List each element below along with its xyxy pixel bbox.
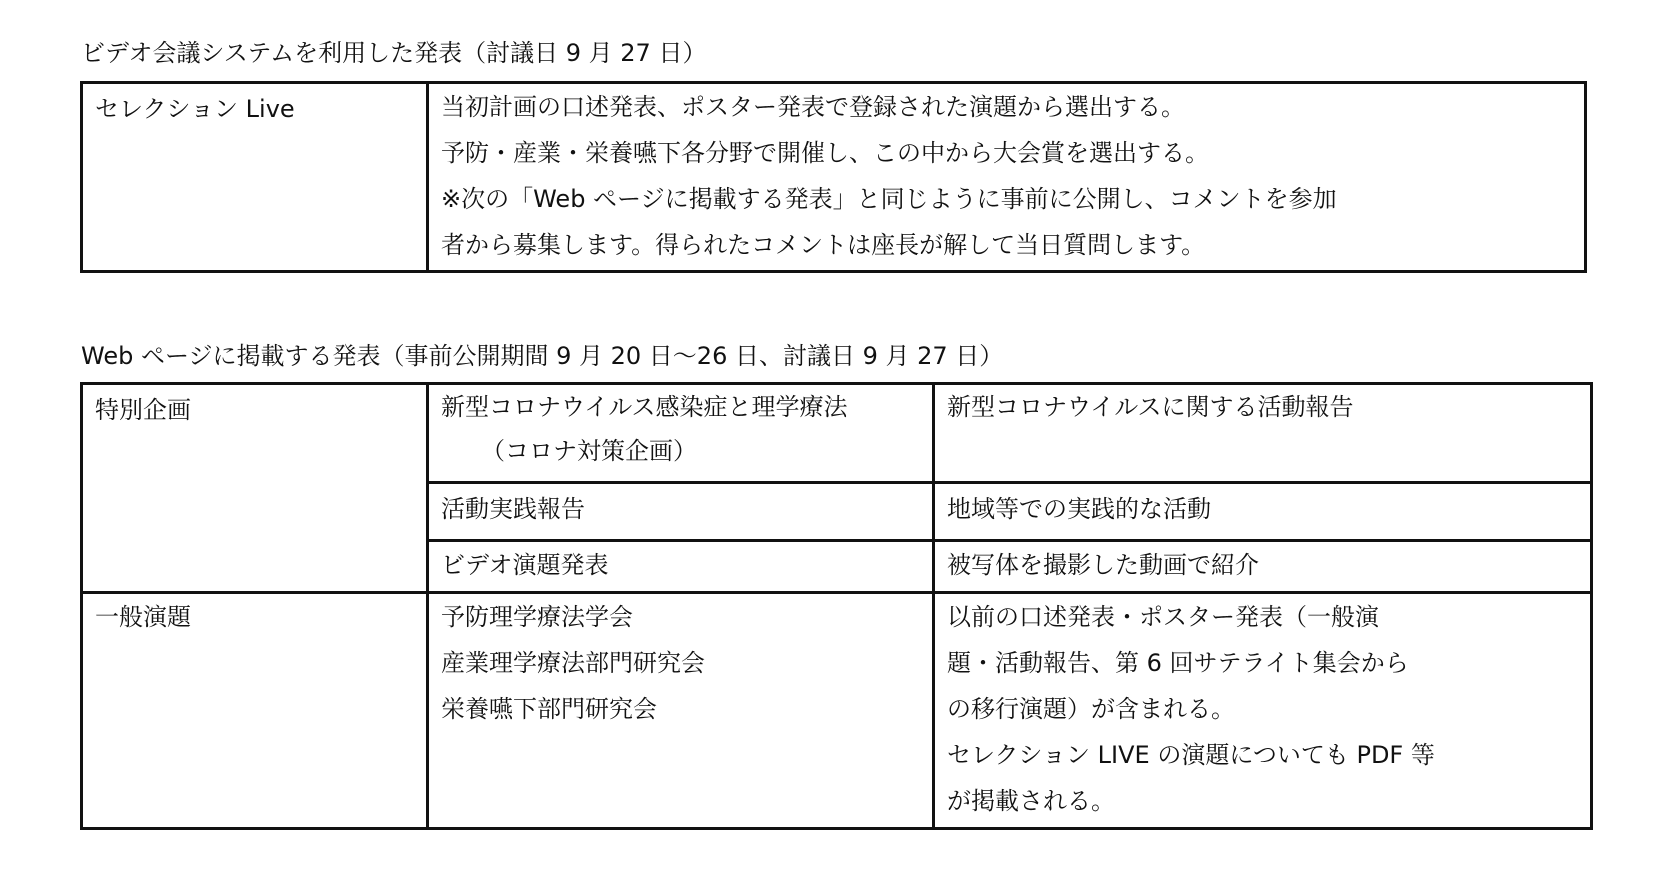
item-name-cell [428, 541, 934, 593]
item-desc-line: 地域等での実践的な活動 [947, 495, 1211, 523]
item-desc-line: 題・活動報告、第 6 回サテライト集会から [947, 649, 1409, 677]
item-desc-line: 以前の口述発表・ポスター発表（一般演 [947, 603, 1379, 631]
item-desc-cell [934, 593, 1592, 829]
section1-heading: ビデオ会議システムを利用した発表（討議日 9 月 27 日） [81, 39, 707, 67]
selection-live-label: セレクション Live [95, 95, 295, 123]
section2-heading: Web ページに掲載する発表（事前公開期間 9 月 20 日〜26 日、討議日 9 月 27 日） [81, 342, 1004, 370]
item-desc-line: の移行演題）が含まれる。 [947, 695, 1235, 723]
table-row [82, 384, 1592, 483]
web-publication-table [80, 382, 1593, 830]
table-row [82, 83, 1586, 272]
description-line: 予防・産業・栄養嚥下各分野で開催し、この中から大会賞を選出する。 [441, 139, 1209, 167]
item-desc-line: 新型コロナウイルスに関する活動報告 [947, 393, 1354, 421]
item-desc-cell [934, 483, 1592, 541]
item-name-line: 栄養嚥下部門研究会 [441, 695, 657, 723]
row-description-cell [428, 83, 1586, 272]
description-line: ※次の「Web ページに掲載する発表」と同じように事前に公開し、コメントを参加 [441, 185, 1337, 213]
item-name-line: （コロナ対策企画） [481, 437, 697, 465]
group-label-general: 一般演題 [95, 603, 191, 631]
row-label-cell [82, 83, 428, 272]
item-desc-cell [934, 384, 1592, 483]
item-name-line: 活動実践報告 [441, 495, 585, 523]
item-name-cell [428, 593, 934, 829]
item-desc-line: セレクション LIVE の演題についても PDF 等 [947, 741, 1435, 769]
selection-live-table [80, 81, 1587, 273]
item-desc-line: 被写体を撮影した動画で紹介 [947, 551, 1259, 579]
table-row [82, 593, 1592, 829]
group-label-cell [82, 593, 428, 829]
item-name-line: 予防理学療法学会 [441, 603, 633, 631]
description-line: 者から募集します。得られたコメントは座長が解して当日質問します。 [441, 231, 1206, 259]
description-line: 当初計画の口述発表、ポスター発表で登録された演題から選出する。 [441, 93, 1185, 121]
item-desc-line: が掲載される。 [947, 787, 1115, 815]
item-name-line: 新型コロナウイルス感染症と理学療法 [441, 393, 848, 421]
item-name-cell [428, 483, 934, 541]
item-name-line: 産業理学療法部門研究会 [441, 649, 705, 677]
item-name-cell [428, 384, 934, 483]
item-name-line: ビデオ演題発表 [441, 551, 609, 579]
group-label-special: 特別企画 [95, 396, 191, 424]
item-desc-cell [934, 541, 1592, 593]
group-label-cell [82, 384, 428, 593]
